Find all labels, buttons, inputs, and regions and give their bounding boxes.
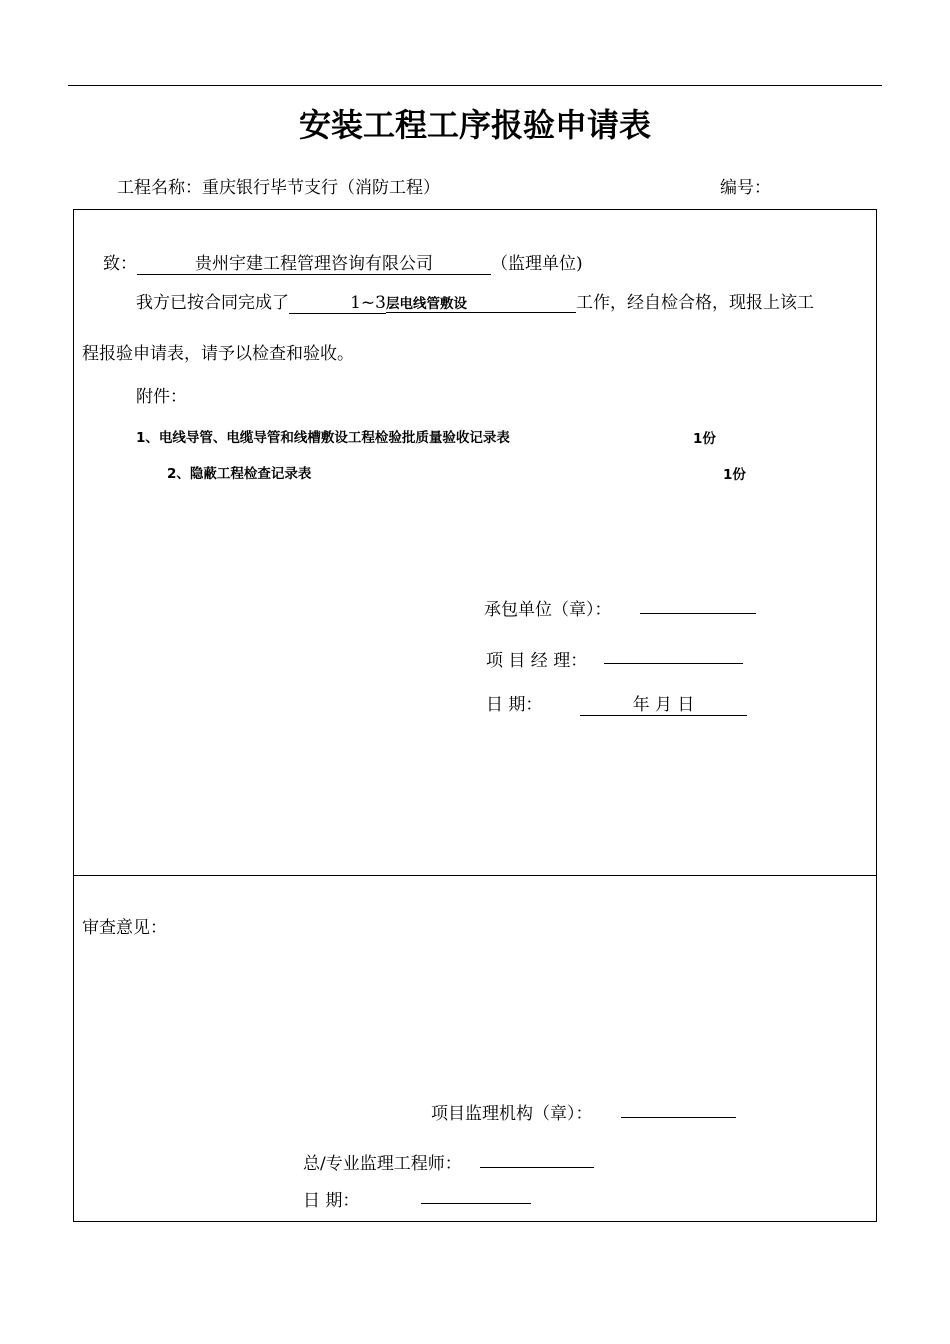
engineer-signature-line [480,1167,594,1168]
project-name-value: 重庆银行毕节支行（消防工程） [202,178,440,198]
addressee-suffix: （监理单位) [491,254,583,274]
form-number-label: 编号： [720,178,771,198]
manager-label: 项 目 经 理： [486,651,588,671]
application-date-fill: 年 月 日 [580,690,747,716]
statement-line-2: 程报验申请表，请予以检查和验收。 [82,344,354,364]
header-rule [68,85,882,86]
addressee-label: 致： [103,254,137,274]
application-date-label: 日 期： [486,695,543,715]
review-date-label: 日 期： [303,1191,360,1211]
review-label: 审查意见： [82,918,167,938]
engineer-label: 总/专业监理工程师： [303,1154,462,1174]
contractor-signature-line [640,613,756,614]
statement-line-1 [136,288,814,314]
work-item: 层电线管敷设 [386,292,576,313]
work-floor: 1~3 [289,293,386,314]
attachment-item [136,426,510,446]
supervisor-org-signature-line [621,1117,736,1118]
manager-signature-line [604,663,743,664]
attachments-label: 附件： [136,387,187,407]
attachment-text: 2、隐蔽工程检查记录表 [167,466,312,482]
addressee-value: 贵州宇建工程管理咨询有限公司 [137,249,491,275]
form-title: 安装工程工序报验申请表 [298,106,651,144]
addressee-line [103,249,583,275]
review-date-line [421,1203,531,1204]
project-name-label: 工程名称： [117,178,202,198]
supervisor-org-label: 项目监理机构（章）： [431,1104,593,1124]
contractor-label: 承包单位（章）： [484,600,612,620]
attachment-text: 1、电线导管、电缆导管和线槽敷设工程检验批质量验收记录表 [136,430,510,446]
project-name-line [117,173,440,198]
attachment-item [167,462,311,482]
attachment-count: 1份 [693,431,716,447]
statement-suffix: 工作，经自检合格，现报上该工 [576,293,814,313]
statement-prefix: 我方已按合同完成了 [136,293,289,313]
section-divider [73,875,877,876]
attachment-count: 1份 [723,467,746,483]
